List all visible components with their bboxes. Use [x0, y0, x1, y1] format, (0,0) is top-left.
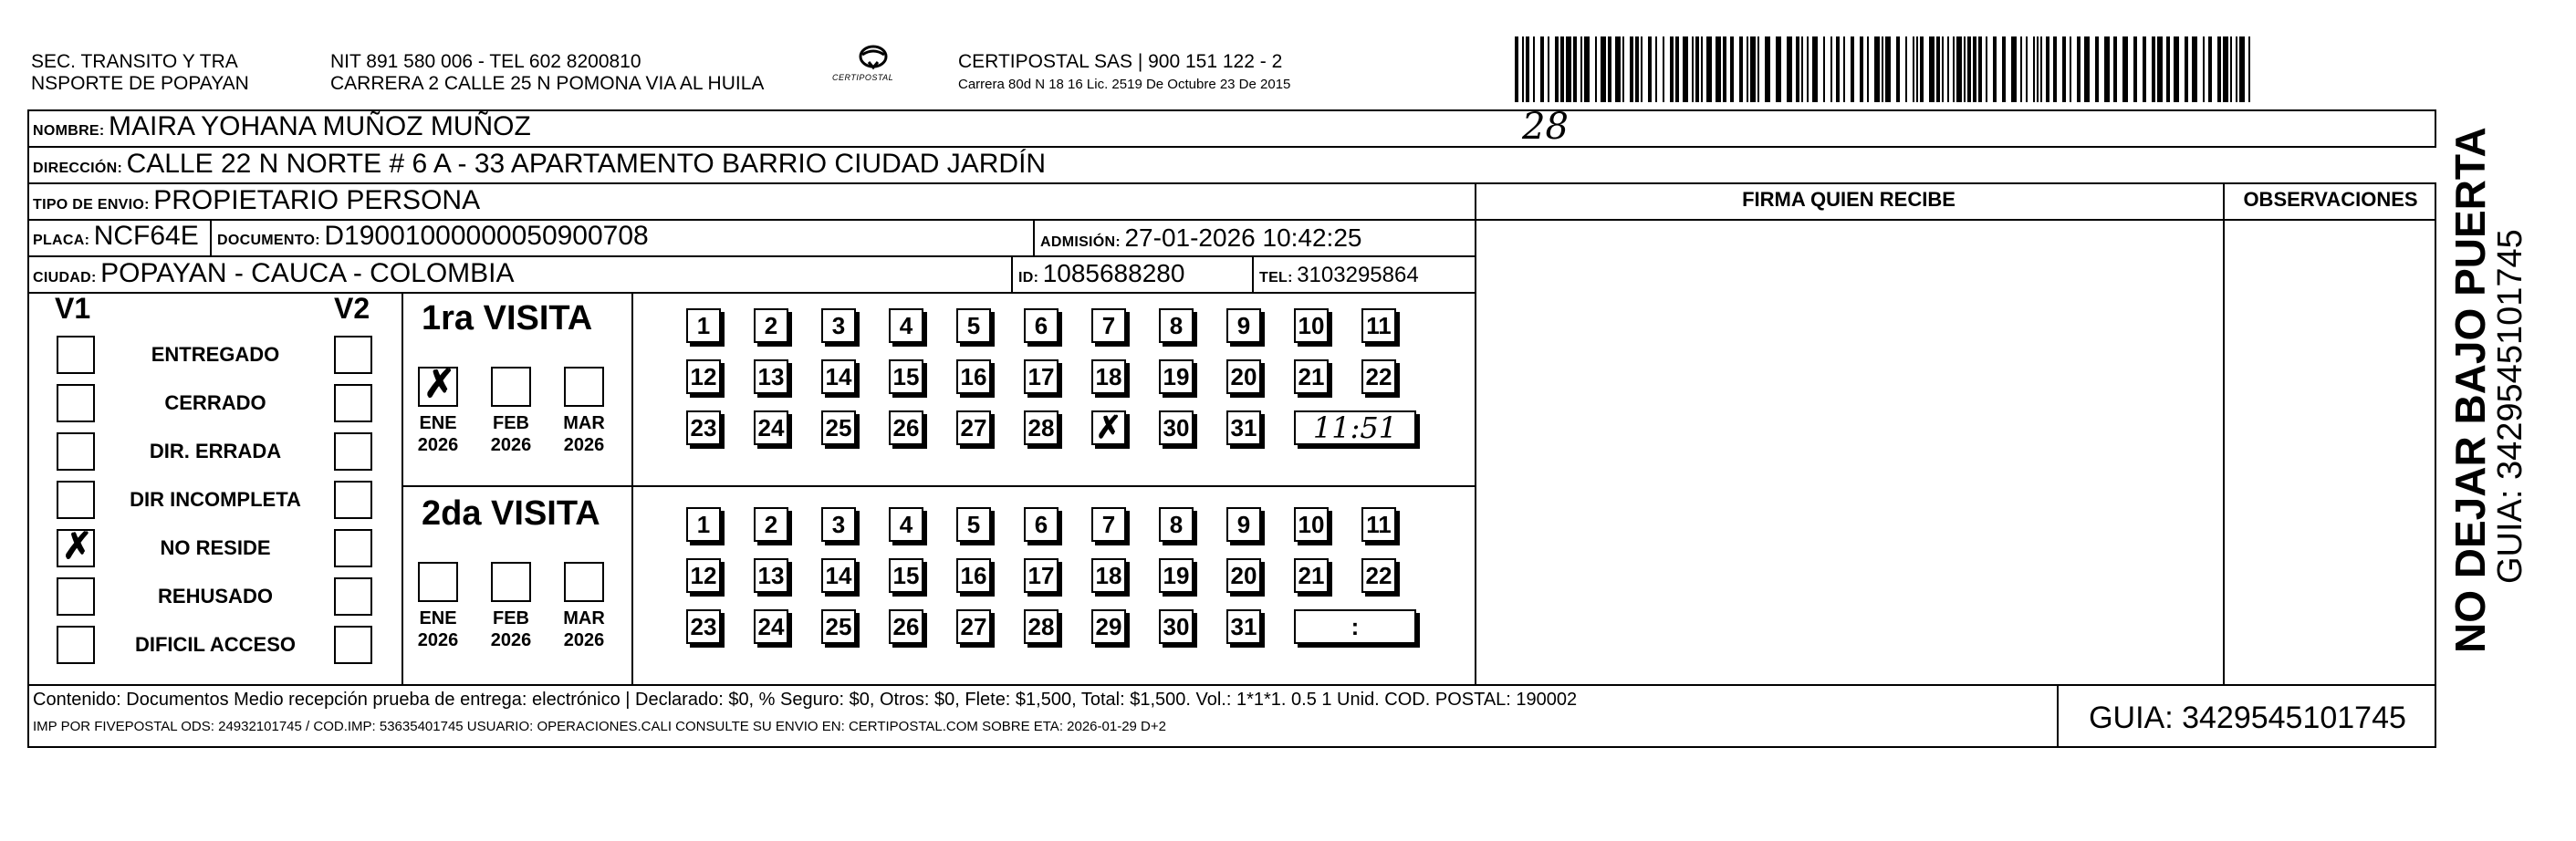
sender-line-2: NSPORTE DE POPAYAN	[31, 73, 249, 94]
visit2-day[interactable]: 31	[1226, 609, 1261, 644]
visit2-day[interactable]: 15	[889, 558, 923, 593]
visit1-day[interactable]: 10	[1294, 308, 1329, 343]
visit2-day[interactable]: 12	[686, 558, 721, 593]
visit2-day[interactable]: 8	[1159, 507, 1194, 542]
observaciones-header: OBSERVACIONES	[2243, 188, 2418, 211]
visit2-day[interactable]: 24	[754, 609, 788, 644]
admision-value: 27-01-2026 10:42:25	[1124, 223, 1362, 252]
id-value: 1085688280	[1042, 259, 1185, 287]
visit2-day[interactable]: 22	[1361, 558, 1396, 593]
visit2-day[interactable]: 19	[1159, 558, 1194, 593]
status-reason-label: ENTREGADO	[151, 343, 280, 366]
visit1-day[interactable]: 4	[889, 308, 923, 343]
visit2-month-label: FEB 2026	[490, 608, 532, 650]
visit1-day[interactable]: 26	[889, 410, 923, 445]
status-divider	[402, 292, 403, 686]
placa-value: NCF64E	[93, 221, 199, 251]
visit2-day[interactable]: 27	[956, 609, 991, 644]
obs-divider	[2223, 182, 2225, 686]
visit1-title: 1ra VISITA	[422, 299, 593, 337]
v1-checkbox[interactable]	[57, 577, 95, 616]
v1-checkbox[interactable]	[57, 626, 95, 664]
visit2-month-label: ENE 2026	[417, 608, 459, 650]
ciudad-field	[33, 258, 515, 294]
visit2-month-checkbox[interactable]	[564, 562, 604, 602]
visit2-day[interactable]: 13	[754, 558, 788, 593]
footer-contenido: Contenido: Documentos Medio recepción prueba de entrega: electrónico | Declarado: $0, % Seguro: $0, Otros: $0, Flete: $1,500, Total: $1,500. Vol.: 1*1*1. 0.5 1 Unid. COD. POSTAL: 190002	[33, 690, 1578, 710]
visit1-day[interactable]: 11	[1361, 308, 1396, 343]
visit1-day[interactable]: 12	[686, 359, 721, 394]
visit1-day[interactable]: 28	[1024, 410, 1059, 445]
direccion-field	[33, 149, 1046, 184]
visit2-day[interactable]: 20	[1226, 558, 1261, 593]
placa-label: PLACA:	[33, 233, 90, 248]
visit2-day[interactable]: 21	[1294, 558, 1329, 593]
visit2-day[interactable]: 4	[889, 507, 923, 542]
admision-field	[1040, 223, 1361, 258]
v1-checkbox[interactable]	[57, 526, 95, 567]
v2-checkbox[interactable]	[334, 626, 372, 664]
status-reason-label: DIR INCOMPLETA	[130, 488, 301, 511]
v1-label: V1	[55, 292, 91, 325]
tel-value: 3103295864	[1297, 263, 1419, 287]
company-line: CERTIPOSTAL SAS | 900 151 122 - 2	[958, 51, 1283, 72]
row-line-3	[27, 292, 1476, 294]
id-label: ID:	[1018, 270, 1039, 286]
admision-label: ADMISIÓN:	[1040, 234, 1121, 250]
visit1-day[interactable]: 3	[821, 308, 856, 343]
v2-checkbox[interactable]	[334, 529, 372, 567]
visit2-time-box[interactable]: :	[1294, 609, 1416, 644]
visit2-month-checkbox[interactable]	[418, 562, 458, 602]
visit2-day[interactable]: 16	[956, 558, 991, 593]
visit1-month-checkbox[interactable]	[564, 367, 604, 407]
visit2-day[interactable]: 18	[1091, 558, 1126, 593]
visit2-day[interactable]: 1	[686, 507, 721, 542]
visit2-day[interactable]: 23	[686, 609, 721, 644]
visit1-day[interactable]: 14	[821, 359, 856, 394]
visit1-month-label: MAR 2026	[563, 413, 605, 455]
visit1-day[interactable]: 2	[754, 308, 788, 343]
sender-line-1: SEC. TRANSITO Y TRA	[31, 51, 238, 72]
visit1-day[interactable]: 24	[754, 410, 788, 445]
footer-guia: GUIA: 3429545101745	[2089, 701, 2406, 735]
visit2-day[interactable]: 26	[889, 609, 923, 644]
visit1-day[interactable]: 8	[1159, 308, 1194, 343]
v2-checkbox[interactable]	[334, 432, 372, 471]
visit1-time-box[interactable]: 11:51	[1294, 410, 1416, 445]
ciudad-label: CIUDAD:	[33, 270, 97, 286]
tipo-label: TIPO DE ENVIO:	[33, 197, 150, 213]
visit2-month-checkbox[interactable]	[491, 562, 531, 602]
visit2-day[interactable]: 14	[821, 558, 856, 593]
visit1-day[interactable]: 23	[686, 410, 721, 445]
company-address: Carrera 80d N 18 16 Lic. 2519 De Octubre 23 De 2015	[958, 77, 1291, 92]
nombre-value: MAIRA YOHANA MUÑOZ MUÑOZ	[109, 111, 531, 141]
visit2-day[interactable]: 25	[821, 609, 856, 644]
tel-label: TEL:	[1259, 270, 1293, 286]
months-divider	[631, 292, 633, 686]
visit2-day[interactable]: 2	[754, 507, 788, 542]
visit1-month-label: FEB 2026	[490, 413, 532, 455]
doc-divider	[1033, 219, 1035, 255]
visit-divider	[402, 485, 1476, 487]
visit1-day[interactable]: 22	[1361, 359, 1396, 394]
visit1-day[interactable]: 1	[686, 308, 721, 343]
id-divider	[1252, 255, 1254, 292]
ciudad-value: POPAYAN - CAUCA - COLOMBIA	[100, 258, 515, 288]
tel-field	[1259, 260, 1419, 294]
placa-field	[33, 221, 199, 256]
visit1-month-checkbox[interactable]	[418, 362, 458, 407]
visit1-day[interactable]: 25	[821, 410, 856, 445]
visit1-month-label: ENE 2026	[417, 413, 459, 455]
visit2-day[interactable]: 6	[1024, 507, 1059, 542]
nombre-label: NOMBRE:	[33, 123, 105, 139]
direccion-value: CALLE 22 N NORTE # 6 A - 33 APARTAMENTO BARRIO CIUDAD JARDÍN	[126, 149, 1047, 179]
visit2-day[interactable]: 11	[1361, 507, 1396, 542]
visit1-day[interactable]: 18	[1091, 359, 1126, 394]
visit1-month-mark: ✗	[423, 362, 456, 405]
tipo-field	[33, 185, 480, 221]
v1-checkbox[interactable]	[57, 384, 95, 422]
ciudad-divider	[1011, 255, 1013, 292]
v1-checkbox[interactable]	[57, 481, 95, 519]
direccion-label: DIRECCIÓN:	[33, 161, 123, 176]
logo-text: CERTIPOSTAL	[832, 73, 894, 82]
status-reason-label: NO RESIDE	[160, 536, 271, 559]
firma-header: FIRMA QUIEN RECIBE	[1742, 188, 1955, 211]
documento-label: DOCUMENTO:	[217, 233, 320, 248]
certipostal-logo	[832, 42, 914, 95]
nit-line: NIT 891 580 006 - TEL 602 8200810	[330, 51, 641, 72]
visit2-day[interactable]: 3	[821, 507, 856, 542]
visit1-day[interactable]: 17	[1024, 359, 1059, 394]
status-reason-label: CERRADO	[164, 391, 266, 414]
visit1-day[interactable]: 6	[1024, 308, 1059, 343]
visit1-day[interactable]: 20	[1226, 359, 1261, 394]
v2-label: V2	[334, 292, 370, 325]
visit1-day[interactable]: 21	[1294, 359, 1329, 394]
v2-checkbox[interactable]	[334, 384, 372, 422]
nombre-field	[33, 111, 531, 147]
visit1-day[interactable]	[1091, 410, 1126, 445]
visit2-month-label: MAR 2026	[563, 608, 605, 650]
tipo-value: PROPIETARIO PERSONA	[153, 185, 481, 215]
side-instruction: NO DEJAR BAJO PUERTA	[2446, 127, 2494, 653]
firma-divider	[1475, 182, 1476, 686]
visit2-day[interactable]: 29	[1091, 609, 1126, 644]
row-line-2	[27, 255, 1476, 257]
visit1-day[interactable]: 31	[1226, 410, 1261, 445]
visit1-day[interactable]: 30	[1159, 410, 1194, 445]
documento-field	[217, 221, 649, 256]
visit1-day[interactable]: 13	[754, 359, 788, 394]
visit1-day[interactable]: 9	[1226, 308, 1261, 343]
barcode	[1515, 36, 2256, 102]
v2-checkbox[interactable]	[334, 481, 372, 519]
visit2-day[interactable]: 30	[1159, 609, 1194, 644]
visit1-day[interactable]: 15	[889, 359, 923, 394]
v1-checkbox[interactable]	[57, 336, 95, 374]
col-header-line	[1475, 219, 2436, 221]
v1-check-mark: ✗	[62, 526, 93, 566]
side-guia: GUIA: 3429545101745	[2491, 229, 2529, 584]
visit1-day[interactable]: 19	[1159, 359, 1194, 394]
visit1-day[interactable]: 27	[956, 410, 991, 445]
visit2-day[interactable]: 28	[1024, 609, 1059, 644]
visit2-day[interactable]: 9	[1226, 507, 1261, 542]
status-reason-label: DIR. ERRADA	[149, 440, 282, 462]
visit1-day[interactable]: 16	[956, 359, 991, 394]
visit2-day[interactable]: 10	[1294, 507, 1329, 542]
visit2-day[interactable]: 5	[956, 507, 991, 542]
id-field	[1018, 258, 1184, 294]
visit2-title: 2da VISITA	[422, 494, 600, 533]
status-reason-label: DIFICIL ACCESO	[134, 633, 296, 656]
v1-checkbox[interactable]	[57, 432, 95, 471]
handwritten-mark: 28	[1522, 106, 1569, 148]
placa-divider	[210, 219, 212, 255]
visit1-day-mark: ✗	[1095, 410, 1122, 445]
status-reason-label: REHUSADO	[158, 585, 273, 607]
visit1-day[interactable]: 7	[1091, 308, 1126, 343]
visit1-day[interactable]: 5	[956, 308, 991, 343]
visit2-day[interactable]: 17	[1024, 558, 1059, 593]
documento-value: D19001000000050900708	[324, 221, 649, 251]
v2-checkbox[interactable]	[334, 336, 372, 374]
footer-imp: IMP POR FIVEPOSTAL ODS: 24932101745 / COD.IMP: 53635401745 USUARIO: OPERACIONES.CALI CONSULTE SU ENVIO EN: CERTIPOSTAL.COM SOBRE ETA: 2026-01-29 D+2	[33, 719, 1166, 734]
visit1-month-checkbox[interactable]	[491, 367, 531, 407]
v2-checkbox[interactable]	[334, 577, 372, 616]
address-line: CARRERA 2 CALLE 25 N POMONA VIA AL HUILA	[330, 73, 765, 94]
visit2-day[interactable]: 7	[1091, 507, 1126, 542]
